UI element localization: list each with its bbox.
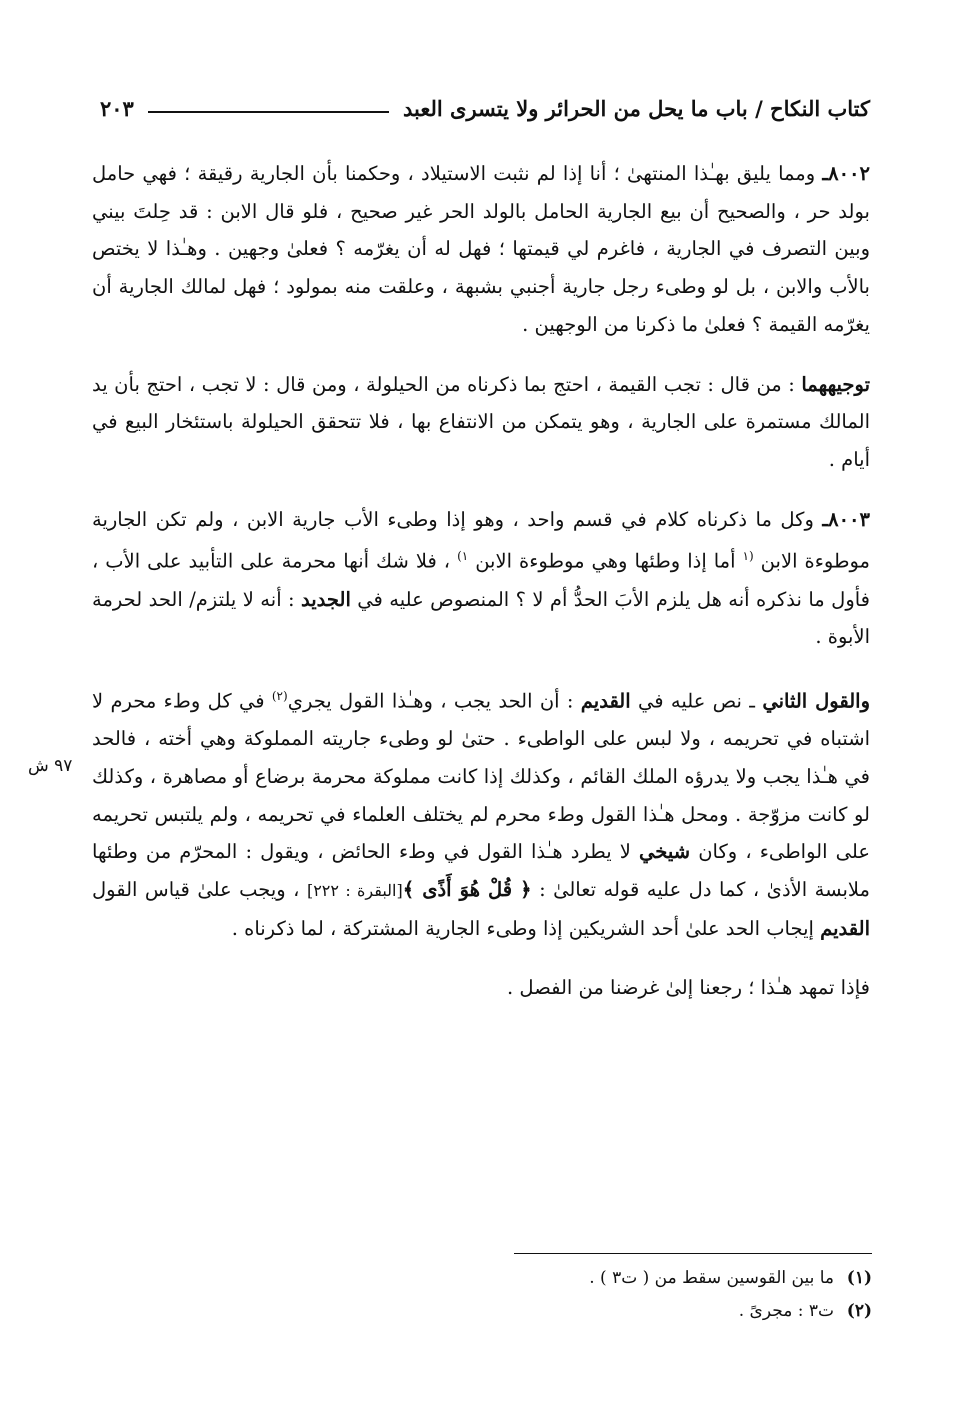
paragraph-lead: توجيههما bbox=[801, 372, 870, 396]
bold-term: الجديد bbox=[301, 587, 351, 611]
paragraph-text: لا يطرد هـٰذا القول في وطء الحائض ، ويقول : المحرّم من وطئها ملابسة الأذىٰ ، كما دل عليه قوله تعالىٰ : bbox=[92, 840, 870, 901]
bold-term: القديم bbox=[820, 916, 870, 940]
paragraph-8003 bbox=[92, 501, 870, 656]
bold-term: شيخي bbox=[639, 840, 691, 864]
paragraph-text: وكل ما ذكرناه كلام في قسم واحد ، وهو إذا وطىء الأب جارية الابن ، ولم تكن الجارية موطوءة الابن bbox=[92, 507, 870, 573]
paragraph-text: إيجاب الحد علىٰ أحد الشريكين إذا وطىء الجارية المشتركة ، لما ذكرناه . bbox=[231, 916, 821, 940]
margin-note: ٩٧ ش bbox=[28, 756, 73, 776]
section-number: ٨٠٠٣ـ bbox=[822, 507, 870, 531]
footnote-item bbox=[372, 1262, 872, 1295]
page-number: ٢٠٣ bbox=[100, 95, 134, 121]
paragraph-second-opinion bbox=[92, 678, 870, 947]
paragraph-text: : أنه لا يلتزم/ الحد لحرمة الأبوة . bbox=[92, 587, 870, 649]
paragraph-text: ـ نص عليه في bbox=[630, 689, 763, 713]
paragraph-text: : من قال : تجب القيمة ، احتج بما ذكرناه من الحيلولة ، ومن قال : لا تجب ، احتج بأن يد المالك مستمرة على الجارية ، وهو يتمكن من الانتفاع بها ، فلا تتحقق الحيلولة باستئخار البيع في أيام . bbox=[92, 372, 870, 471]
footnotes bbox=[372, 1262, 872, 1328]
footnote-marker-open: (١ bbox=[742, 549, 754, 564]
quran-quote: ﴿ قُلْ هُوَ أَذًى ﴾ bbox=[402, 877, 532, 901]
main-text bbox=[92, 155, 870, 1022]
footnote-number: (١) bbox=[846, 1268, 872, 1288]
paragraph-closing bbox=[92, 969, 870, 1007]
header-title: كتاب النكاح / باب ما يحل من الحرائر ولا يتسرى العبد bbox=[402, 95, 870, 121]
paragraph-text: ، ويجب علىٰ قياس القول bbox=[92, 877, 307, 901]
footnote-marker-close: ١) bbox=[457, 549, 469, 564]
paragraph-justification bbox=[92, 366, 870, 479]
footnote-item bbox=[372, 1295, 872, 1328]
footnote-text: ما بين القوسين سقط من ( ت٣ ) . bbox=[589, 1268, 834, 1288]
paragraph-text: ، فلا شك أنها محرمة على التأبيد على الأب ، فأول ما نذكره أنه هل يلزم الأبَ الحدُّ أم لا ؟ المنصوص عليه في bbox=[92, 549, 870, 611]
paragraph-text: ومما يليق بهـٰذا المنتهىٰ ؛ أنا إذا لم نثبت الاستيلاد ، وحكمنا بأن الجارية رقيقة ؛ فهي حامل بولد حر ، والصحيح أن بيع الجارية الحامل بالولد الحر غير صحيح ، فلو قال الابن : قد حِلتَ بيني وبين التصرف في الجارية ، فاغرم لي قيمتها ؛ فهل له أن يغرّمه ؟ فعلىٰ وجهين . وهـٰذا لا يختص بالأب والابن ، بل لو وطىء رجل جارية أجنبي بشبهة ، وعلقت منه بمولود ؛ فهل لمالك الجارية أن يغرّمه القيمة ؟ فعلىٰ ما ذكرنا من الوجهين . bbox=[92, 162, 870, 336]
paragraph-lead: والقول الثاني bbox=[762, 689, 870, 713]
header-rule bbox=[148, 111, 389, 113]
footnote-number: (٢) bbox=[846, 1301, 872, 1321]
paragraph-8002 bbox=[92, 155, 870, 344]
quran-reference: [البقرة : ٢٢٢] bbox=[306, 880, 403, 900]
paragraph-text: في كل وطء محرم لا اشتباه في تحريمه ، ولا لبس على الواطىء . حتىٰ لو وطىء جاريته المملوكة وهي أخته ، فالحد في هـٰذا يجب ولا يدرؤه الملك القائم ، وكذلك إذا كانت مملوكة محرمة برضاع أو مصاهرة ، وكذلك لو كانت مزوّجة . ومحل هـٰذا القول وطء محرم لم يختلف العلماء في تحريمه ، ولم يلتبس تحريمه على الواطىء ، وكان bbox=[92, 689, 870, 864]
footnote-marker: (٢) bbox=[271, 688, 288, 703]
bold-term: القديم bbox=[580, 689, 631, 713]
section-number: ٨٠٠٢ـ bbox=[822, 162, 870, 185]
paragraph-text: فإذا تمهد هـٰذا ؛ رجعنا إلىٰ غرضنا من الفصل . bbox=[507, 976, 870, 1000]
footnote-rule bbox=[514, 1253, 872, 1254]
footnote-text: ت٣ : مجرىً . bbox=[738, 1301, 834, 1321]
running-header bbox=[100, 88, 870, 128]
paragraph-text: : أن الحد يجب ، وهـٰذا القول يجري bbox=[287, 689, 581, 713]
paragraph-text: أما إذا وطئها وهي موطوءة الابن bbox=[468, 549, 743, 573]
